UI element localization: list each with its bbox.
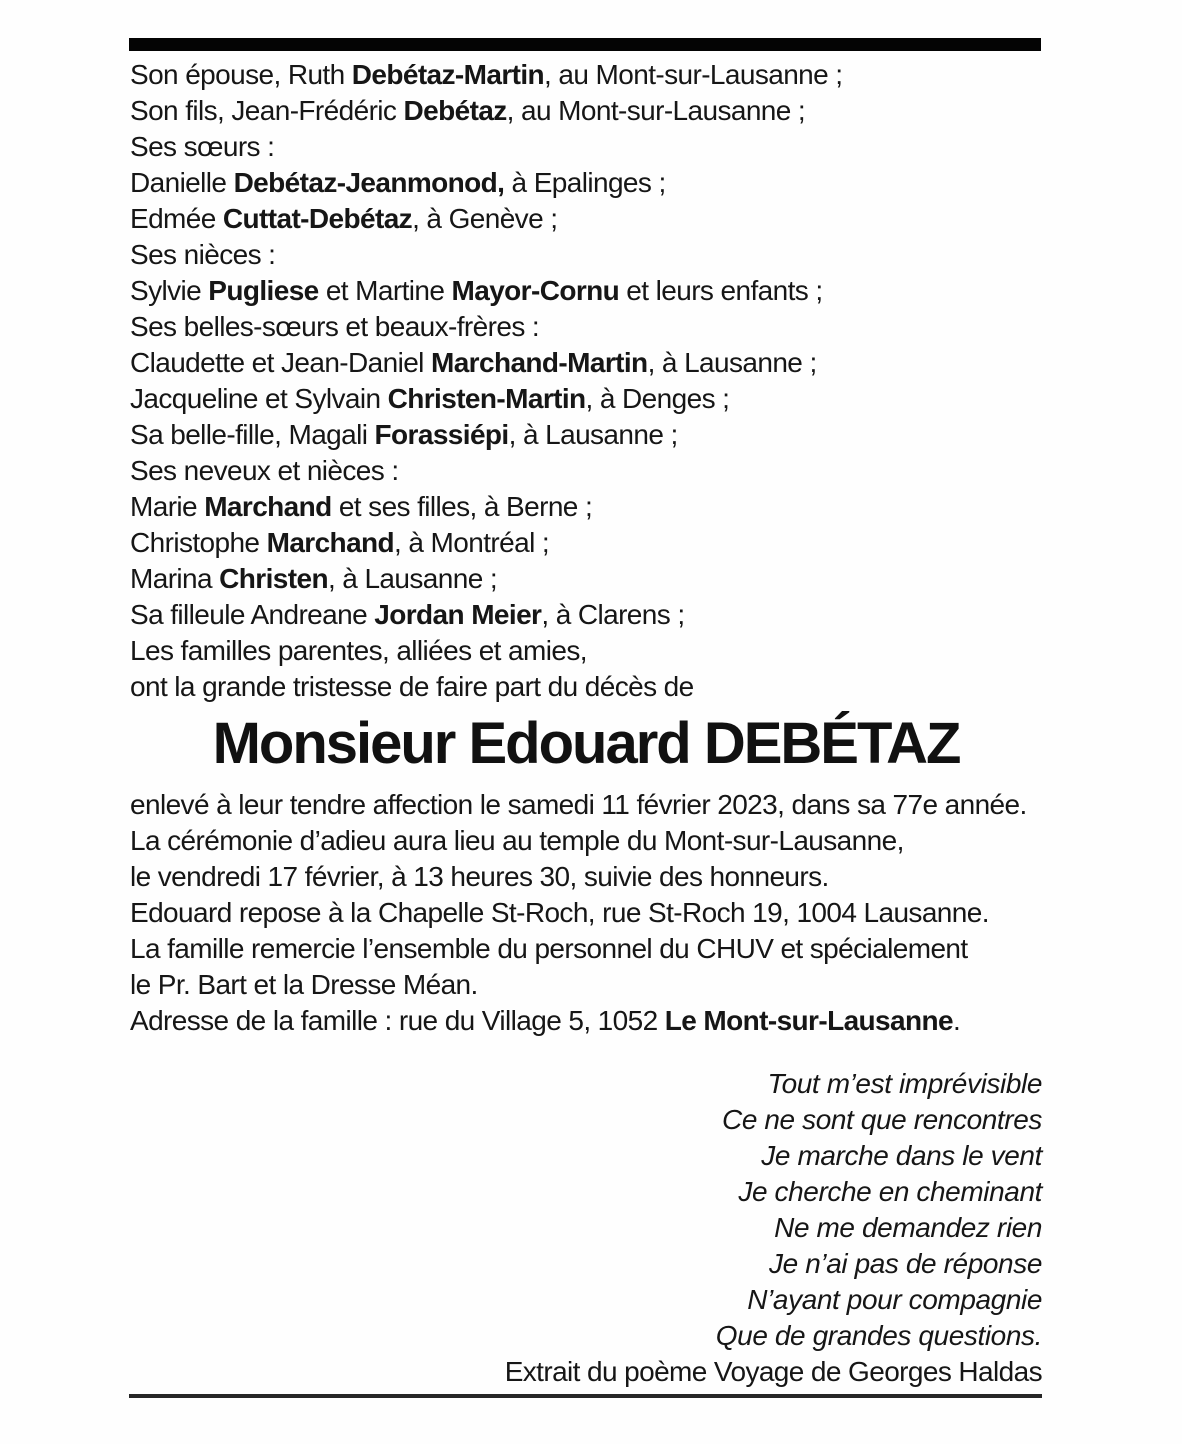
text-segment: Ses neveux et nièces : <box>130 455 399 486</box>
family-line <box>130 561 1042 597</box>
text-segment: Danielle <box>130 167 234 198</box>
text-segment: , à Denges ; <box>585 383 730 414</box>
family-line <box>130 57 1042 93</box>
name-bold-segment: Mayor-Cornu <box>451 275 620 306</box>
name-bold-segment: Marchand-Martin <box>430 347 648 378</box>
family-line <box>130 597 1042 633</box>
text-segment: Je marche dans le vent <box>761 1140 1042 1171</box>
name-bold-segment: Le Mont-sur-Lausanne <box>664 1005 953 1036</box>
family-line <box>130 129 1042 165</box>
name-bold-segment: Debétaz <box>403 95 507 126</box>
text-segment: Ses sœurs : <box>130 131 275 162</box>
family-line <box>130 417 1042 453</box>
text-segment: Je cherche en cheminant <box>738 1176 1042 1207</box>
name-bold-segment: Marchand <box>266 527 395 558</box>
details-line <box>130 931 1042 967</box>
text-segment: enlevé à leur tendre affection le samedi 11 février 2023, dans sa 77e année. <box>130 789 1027 820</box>
text-segment: Marie <box>130 491 205 522</box>
poem-line <box>130 1174 1042 1210</box>
text-segment: , au Mont-sur-Lausanne ; <box>544 59 843 90</box>
text-segment: Sylvie <box>130 275 209 306</box>
poem-line <box>130 1138 1042 1174</box>
family-line <box>130 93 1042 129</box>
family-line <box>130 309 1042 345</box>
text-segment: le vendredi 17 février, à 13 heures 30, suivie des honneurs. <box>130 861 829 892</box>
top-divider-bar <box>129 38 1041 51</box>
family-line <box>130 345 1042 381</box>
family-line <box>130 165 1042 201</box>
name-bold-segment: Christen <box>219 563 328 594</box>
text-segment: Sa filleule Andreane <box>130 599 375 630</box>
text-segment: Claudette et Jean-Daniel <box>130 347 431 378</box>
name-bold-segment: Christen-Martin <box>387 383 586 414</box>
details-line <box>130 823 1042 859</box>
poem-line <box>130 1282 1042 1318</box>
family-line <box>130 669 1042 705</box>
text-segment: Ses nièces : <box>130 239 276 270</box>
funeral-details <box>130 787 1042 1039</box>
poem-line <box>130 1210 1042 1246</box>
text-segment: et leurs enfants ; <box>619 275 823 306</box>
text-segment: La cérémonie d’adieu aura lieu au temple du Mont-sur-Lausanne, <box>130 825 904 856</box>
text-segment: Son fils, Jean-Frédéric <box>130 95 404 126</box>
name-bold-segment: Debétaz-Martin <box>351 59 545 90</box>
details-line <box>130 859 1042 895</box>
poem-lines <box>130 1066 1042 1354</box>
family-line <box>130 453 1042 489</box>
poem-line <box>130 1066 1042 1102</box>
text-segment: à Epalinges ; <box>504 167 666 198</box>
text-segment: Jacqueline et Sylvain <box>130 383 388 414</box>
text-segment: . <box>953 1005 961 1036</box>
text-segment: , à Lausanne ; <box>647 347 817 378</box>
text-segment: Que de grandes questions. <box>715 1320 1042 1351</box>
details-line <box>130 967 1042 1003</box>
text-segment: Les familles parentes, alliées et amies, <box>130 635 587 666</box>
poem-line <box>130 1102 1042 1138</box>
text-segment: Ses belles-sœurs et beaux-frères : <box>130 311 540 342</box>
text-segment: Edouard repose à la Chapelle St-Roch, rue St-Roch 19, 1004 Lausanne. <box>130 897 989 928</box>
text-segment: Je n’ai pas de réponse <box>769 1248 1042 1279</box>
name-bold-segment: Cuttat-Debétaz <box>222 203 413 234</box>
name-bold-segment: Forassiépi <box>374 419 509 450</box>
text-segment: , à Montréal ; <box>394 527 550 558</box>
text-segment: ont la grande tristesse de faire part du décès de <box>130 671 694 702</box>
name-bold-segment: Marchand <box>204 491 332 522</box>
text-segment: Ce ne sont que rencontres <box>722 1104 1042 1135</box>
text-segment: Tout m’est imprévisible <box>767 1068 1042 1099</box>
details-line <box>130 895 1042 931</box>
text-segment: , à Lausanne ; <box>508 419 678 450</box>
poem-section <box>130 1066 1042 1390</box>
poem-line <box>130 1246 1042 1282</box>
text-segment: , à Clarens ; <box>541 599 685 630</box>
name-bold-segment: Debétaz-Jeanmonod, <box>233 167 505 198</box>
text-segment: Ne me demandez rien <box>774 1212 1042 1243</box>
text-segment: Son épouse, Ruth <box>130 59 352 90</box>
family-line <box>130 525 1042 561</box>
text-segment: N’ayant pour compagnie <box>747 1284 1042 1315</box>
family-line <box>130 273 1042 309</box>
text-segment: , à Lausanne ; <box>327 563 498 594</box>
family-relations-list <box>130 57 1042 705</box>
text-segment: Sa belle-fille, Magali <box>130 419 375 450</box>
text-segment: Edmée <box>130 203 223 234</box>
text-segment: Christophe <box>130 527 267 558</box>
family-line <box>130 237 1042 273</box>
family-line <box>130 489 1042 525</box>
deceased-name-title: Monsieur Edouard DEBÉTAZ <box>212 711 960 776</box>
family-line <box>130 381 1042 417</box>
text-segment: Adresse de la famille : rue du Village 5, 1052 <box>130 1005 665 1036</box>
poem-attribution: Extrait du poème Voyage de Georges Haldas <box>504 1356 1042 1387</box>
name-bold-segment: Jordan Meier <box>374 599 542 630</box>
text-segment: , à Genève ; <box>412 203 558 234</box>
text-segment: le Pr. Bart et la Dresse Méan. <box>130 969 478 1000</box>
text-segment: et Martine <box>318 275 452 306</box>
text-segment: La famille remercie l’ensemble du personnel du CHUV et spécialement <box>130 933 968 964</box>
bottom-divider-rule <box>129 1394 1042 1398</box>
details-line <box>130 787 1042 823</box>
name-bold-segment: Pugliese <box>208 275 319 306</box>
family-line <box>130 201 1042 237</box>
family-line <box>130 633 1042 669</box>
details-line <box>130 1003 1042 1039</box>
text-segment: et ses filles, à Berne ; <box>331 491 593 522</box>
text-segment: , au Mont-sur-Lausanne ; <box>506 95 806 126</box>
text-segment: Marina <box>130 563 220 594</box>
poem-line <box>130 1318 1042 1354</box>
